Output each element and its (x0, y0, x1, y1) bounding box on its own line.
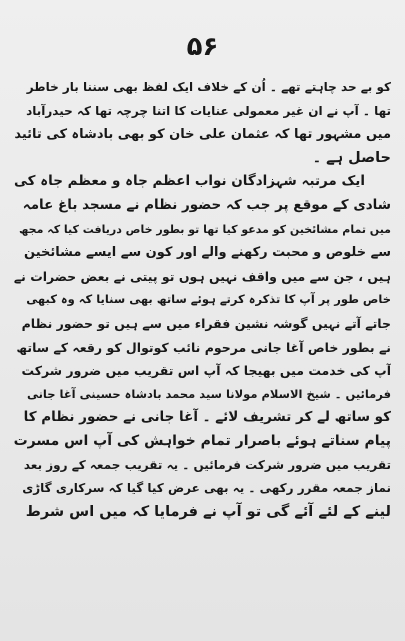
text-line: میں تمام مشائخین کو مدعو کیا تھا تو بطور خاص دریافت کیا کہ مجھ (19, 222, 391, 236)
urdu-body-text (14, 76, 391, 524)
text-line: تقریب میں ضرور شرکت فرمائیں ۔ یہ تقریب جمعہ کے روز بعد (23, 457, 391, 472)
text-line: سے خلوص و محبت رکھنے والے اور کون سے ایسے مشائخین (24, 245, 391, 261)
text-line: ایک مرتبہ شہزادگان نواب اعظم جاہ و معظم جاہ کی (14, 173, 365, 190)
text-line: ہیں ، جن سے میں واقف نہیں ہوں تو پیتی نے بعض حضرات نے (14, 268, 391, 284)
text-line: میں مشہور تھا کہ عثمان علی خان کو بھی بادشاہ کی تائید (14, 127, 391, 143)
text-line: نماز جمعہ مقرر رکھی ۔ یہ بھی عرض کیا گیا کہ سرکاری گاڑی (22, 481, 391, 496)
text-line: شادی کے موقع پر جب کہ حضور نظام نے مسجد باغ عامہ (22, 196, 391, 213)
text-line: پیام سناتے ہوئے باصرار تمام خواہش کی آپ اس مسرت (14, 432, 391, 449)
text-line: حاصل ہے ۔ (312, 149, 391, 166)
text-line: فرمائیں ۔ شیخ الاسلام مولانا سید محمد بادشاہ حسینی آغا جانی (26, 386, 391, 401)
text-line: جاتے آتے نہیں گوشہ نشین فقراء میں سے ہیں تو حضور نظام (21, 315, 391, 331)
text-line: خاص طور پر آپ کا تذکرہ کرتے ہوئے ساتھ بھی سنایا کہ وہ کبھی (26, 292, 391, 307)
text-line: تھا ۔ آپ نے ان غیر معمولی عنایات کا اتنا چرچہ تھا کہ حیدرآباد (26, 103, 391, 118)
text-line: لینے کے لئے آئے گی تو آپ نے فرمایا کہ میں اس شرط (25, 503, 391, 520)
text-line: نے بطور خاص آغا جانی مرحوم نائب کوتوال کو رقعہ کے ساتھ (16, 339, 391, 355)
text-line: کو ساتھ لے کر تشریف لائے ۔ آغا جانی نے حضور نظام کا (23, 409, 391, 426)
text-line: کو بے حد چاہتے تھے ۔ اُن کے خلاف ایک لفظ بھی سننا بار خاطر (26, 80, 391, 94)
page-number: ۵۶ (186, 32, 219, 62)
text-line: آپ کی خدمت میں بھیجا کہ آپ اس تقریب میں ضرور شرکت (21, 363, 391, 379)
